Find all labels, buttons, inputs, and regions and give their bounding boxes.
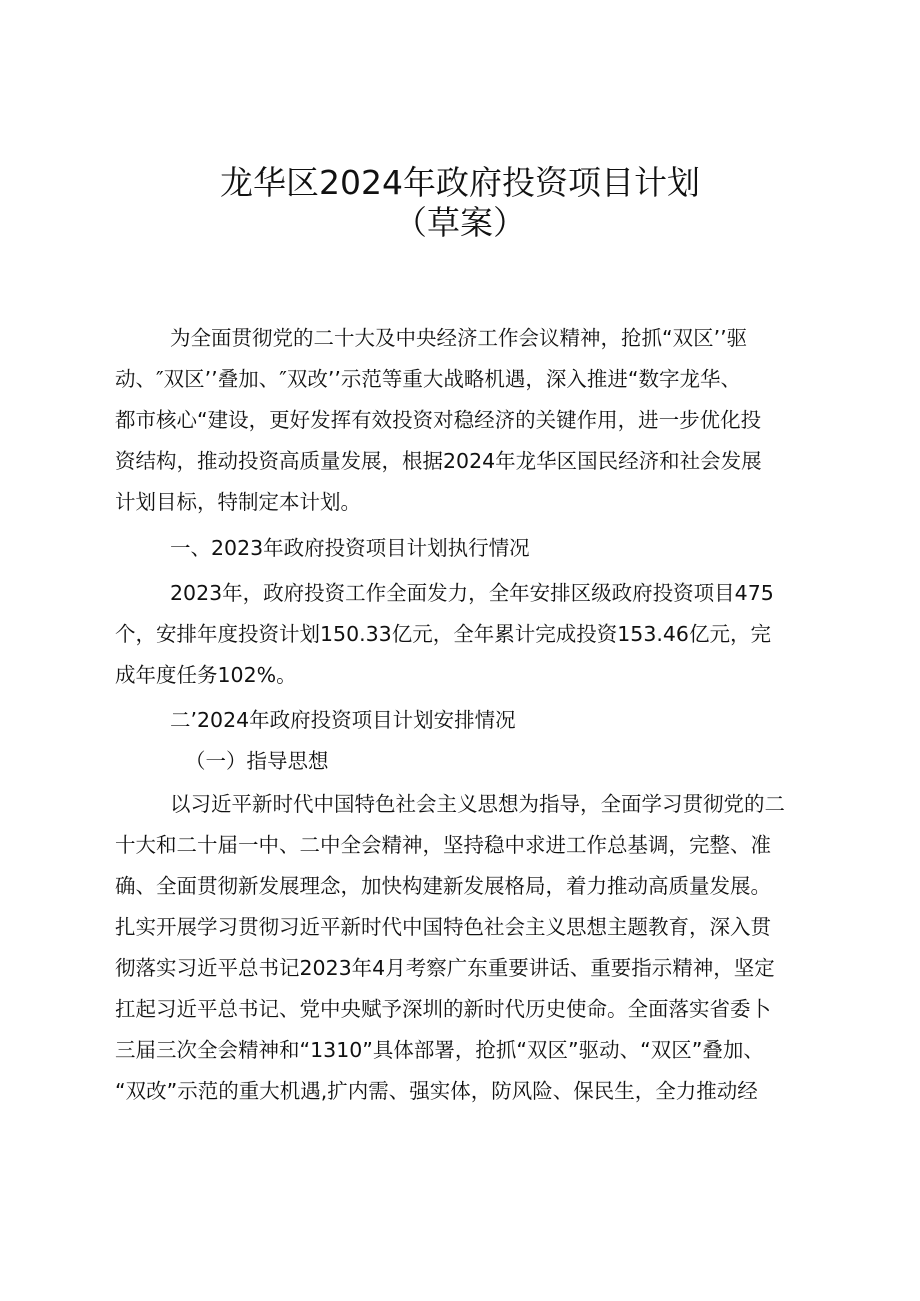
section-heading: 二’2024年政府投资项目计划安排情况 <box>170 708 516 732</box>
paragraph-line: 三届三次全会精神和“1310”具体部署，抢抓“双区”驱动、“双区”叠加、 <box>115 1038 764 1062</box>
paragraph-line: 以习近平新时代中国特色社会主义思想为指导，全面学习贯彻党的二 <box>170 792 785 816</box>
paragraph-line: “双改”示范的重大机遇,扩内需、强实体，防风险、保民生，全力推动经 <box>115 1079 758 1103</box>
paragraph-line: 彻落实习近平总书记2023年4月考察广东重要讲话、重要指示精神，坚定 <box>115 956 775 980</box>
paragraph-line: 为全面贯彻党的二十大及中央经济工作会议精神，抢抓“双区’’驱 <box>170 326 748 350</box>
document-title: 龙华区2024年政府投资项目计划 <box>220 163 700 202</box>
paragraph-line: 扛起习近平总书记、党中央赋予深圳的新时代历史使命。全面落实省委卜 <box>115 997 771 1021</box>
paragraph-line: 十大和二十届一中、二中全会精神，坚持稳中求进工作总基调，完整、准 <box>115 833 771 857</box>
paragraph-line: 动、″双区’’叠加、″双改’’示范等重大战略机遇，深入推进“数字龙华、 <box>115 367 741 391</box>
paragraph-line: 成年度任务102%。 <box>115 663 297 687</box>
paragraph-line: 都市核心“建设，更好发挥有效投资对稳经济的关键作用，进一步优化投 <box>115 408 762 432</box>
section-heading: 一、2023年政府投资项目计划执行情况 <box>170 536 530 560</box>
paragraph-line: 2023年，政府投资工作全面发力，全年安排区级政府投资项目475 <box>170 581 774 605</box>
paragraph-line: 确、全面贯彻新发展理念，加快构建新发展格局，着力推动高质量发展。 <box>115 874 771 898</box>
paragraph-line: 资结构，推动投资高质量发展，根据2024年龙华区国民经济和社会发展 <box>115 449 762 473</box>
paragraph-line: 扎实开展学习贯彻习近平新时代中国特色社会主义思想主题教育，深入贯 <box>115 915 771 939</box>
document-subtitle: （草案） <box>394 203 526 242</box>
paragraph-line: 个，安排年度投资计划150.33亿元，全年累计完成投资153.46亿元，完 <box>115 622 771 646</box>
subsection-heading: （一）指导思想 <box>185 749 329 773</box>
paragraph-line: 计划目标，特制定本计划。 <box>115 490 361 514</box>
